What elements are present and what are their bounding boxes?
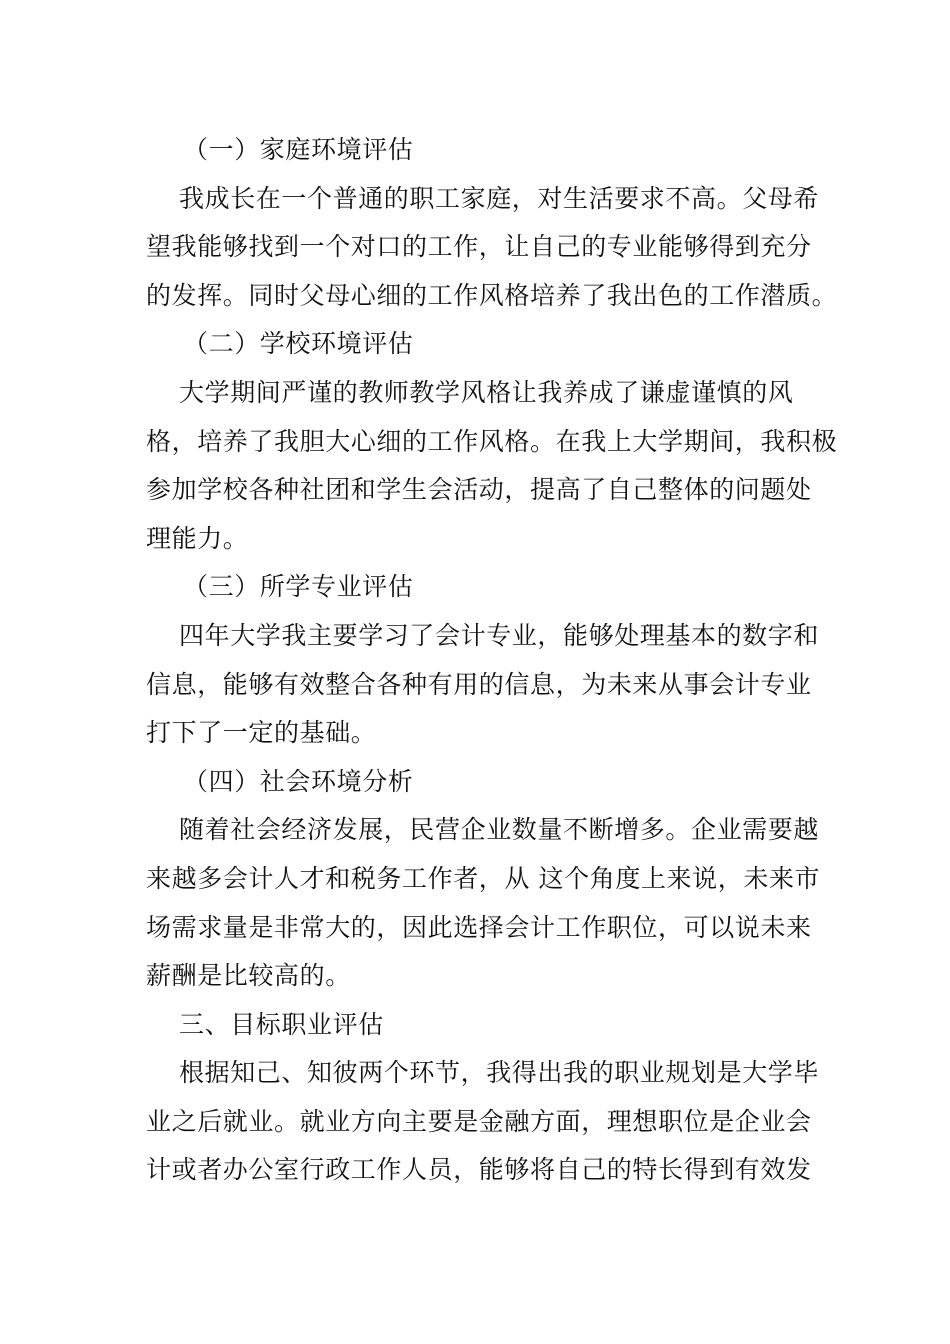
section-heading-major: （三）所学专业评估 — [183, 572, 414, 602]
paragraph-line: 计或者办公室行政工作人员，能够将自己的特长得到有效发 — [146, 1155, 812, 1185]
paragraph-line: 望我能够找到一个对口的工作，让自己的专业能够得到充分 — [146, 232, 812, 262]
section-heading-family: （一）家庭环境评估 — [183, 135, 414, 164]
paragraph-line: 参加学校各种社团和学生会活动，提高了自己整体的问题处 — [146, 475, 812, 505]
paragraph-line: 的发挥。同时父母心细的工作风格培养了我出色的工作潜质。 — [146, 280, 838, 310]
paragraph-line: 根据知己、知彼两个环节，我得出我的职业规划是大学毕 — [179, 1058, 820, 1088]
paragraph-line: 打下了一定的基础。 — [146, 718, 377, 748]
paragraph-line: 我成长在一个普通的职工家庭，对生活要求不高。父母希 — [179, 183, 820, 213]
paragraph-line: 薪酬是比较高的。 — [146, 961, 351, 991]
paragraph-line: 四年大学我主要学习了会计专业，能够处理基本的数字和 — [179, 620, 820, 650]
section-heading-school: （二）学校环境评估 — [183, 329, 414, 359]
paragraph-line: 业之后就业。就业方向主要是金融方面，理想职位是企业会 — [146, 1106, 812, 1136]
paragraph-line: 场需求量是非常大的，因此选择会计工作职位，可以说未来 — [146, 912, 812, 942]
section-heading-target-career: 三、目标职业评估 — [179, 1009, 384, 1039]
paragraph-line: 大学期间严谨的教师教学风格让我养成了谦虚谨慎的风 — [179, 377, 794, 407]
paragraph-line: 理能力。 — [146, 523, 249, 553]
paragraph-line: 格，培养了我胆大心细的工作风格。在我上大学期间，我积极 — [146, 426, 838, 456]
section-heading-society: （四）社会环境分析 — [183, 766, 414, 796]
paragraph-line: 来越多会计人才和税务工作者，从 这个角度上来说，未来市 — [146, 863, 821, 893]
paragraph-line: 随着社会经济发展，民营企业数量不断增多。企业需要越 — [179, 815, 820, 845]
paragraph-line: 信息，能够有效整合各种有用的信息，为未来从事会计专业 — [146, 669, 812, 699]
document-body — [146, 126, 838, 1195]
